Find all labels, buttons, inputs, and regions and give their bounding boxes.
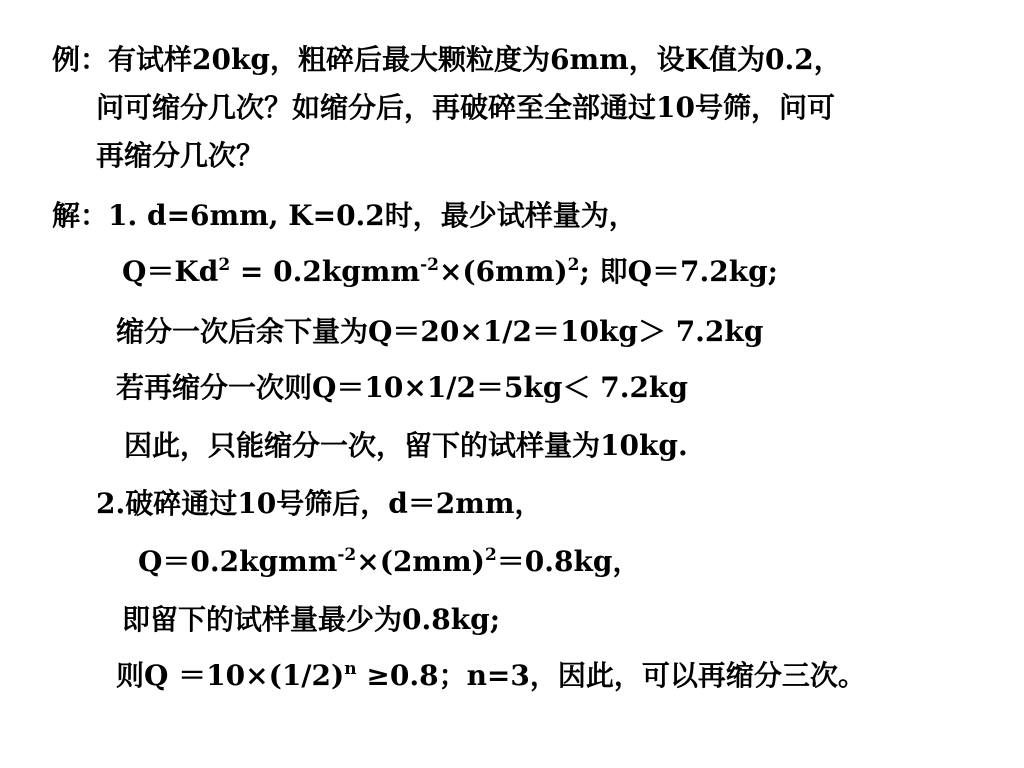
exponent: -2 [420,255,439,275]
step1-after-twice-text: 若再缩分一次则Q＝10×1/2＝5kg＜ 7.2kg [116,371,688,404]
exponent: 2 [484,545,497,565]
formula-part: Q＝Kd [122,255,219,288]
step2-final [116,656,866,696]
step1-after-twice [116,368,688,408]
problem-text-1: 有试样20kg，粗碎后最大颗粒度为6mm，设K值为0.2， [108,43,842,76]
problem-text-2: 问可缩分几次？如缩分后，再破碎至全部通过10号筛，问可 [96,91,835,124]
exponent: n [344,659,357,679]
step1-conclusion-text: 因此，只能缩分一次，留下的试样量为10kg. [124,429,688,462]
exponent: -2 [337,545,357,565]
exponent: 2 [218,255,231,275]
formula-part: = 0.2kgmm [230,255,421,288]
problem-line-1 [52,40,842,80]
step1-formula [122,252,778,292]
problem-line-2 [96,88,835,128]
exponent: 2 [567,255,580,275]
step1-after-once [116,312,763,352]
step2-min-sample-text: 即留下的试样量最少为0.8kg; [122,603,501,636]
step1-conclusion [124,426,688,466]
step1-after-once-text: 缩分一次后余下量为Q＝20×1/2＝10kg＞ 7.2kg [116,315,764,348]
step2-formula [138,542,640,582]
formula-part: ≥0.8；n=3，因此，可以再缩分三次。 [356,659,866,692]
step2-header [96,484,543,524]
step2-min-sample [122,600,500,640]
formula-part: ; 即Q＝7.2kg; [579,255,779,288]
step2-header-text: 2.破碎通过10号筛后，d＝2mm， [96,487,543,520]
problem-label: 例： [52,43,109,76]
formula-part: ×(2mm) [356,545,485,578]
solution-step1-header [52,196,637,236]
formula-part: ×(6mm) [438,255,568,288]
problem-text-3: 再缩分几次？ [96,139,265,172]
problem-line-3 [96,136,264,176]
formula-part: ＝0.8kg， [496,545,641,578]
solution-label: 解： [52,199,109,232]
formula-part: 则Q ＝10×(1/2) [116,659,345,692]
formula-part: Q＝0.2kgmm [138,545,338,578]
step1-header-text: 1. d=6mm, K=0.2时，最少试样量为， [108,199,637,232]
